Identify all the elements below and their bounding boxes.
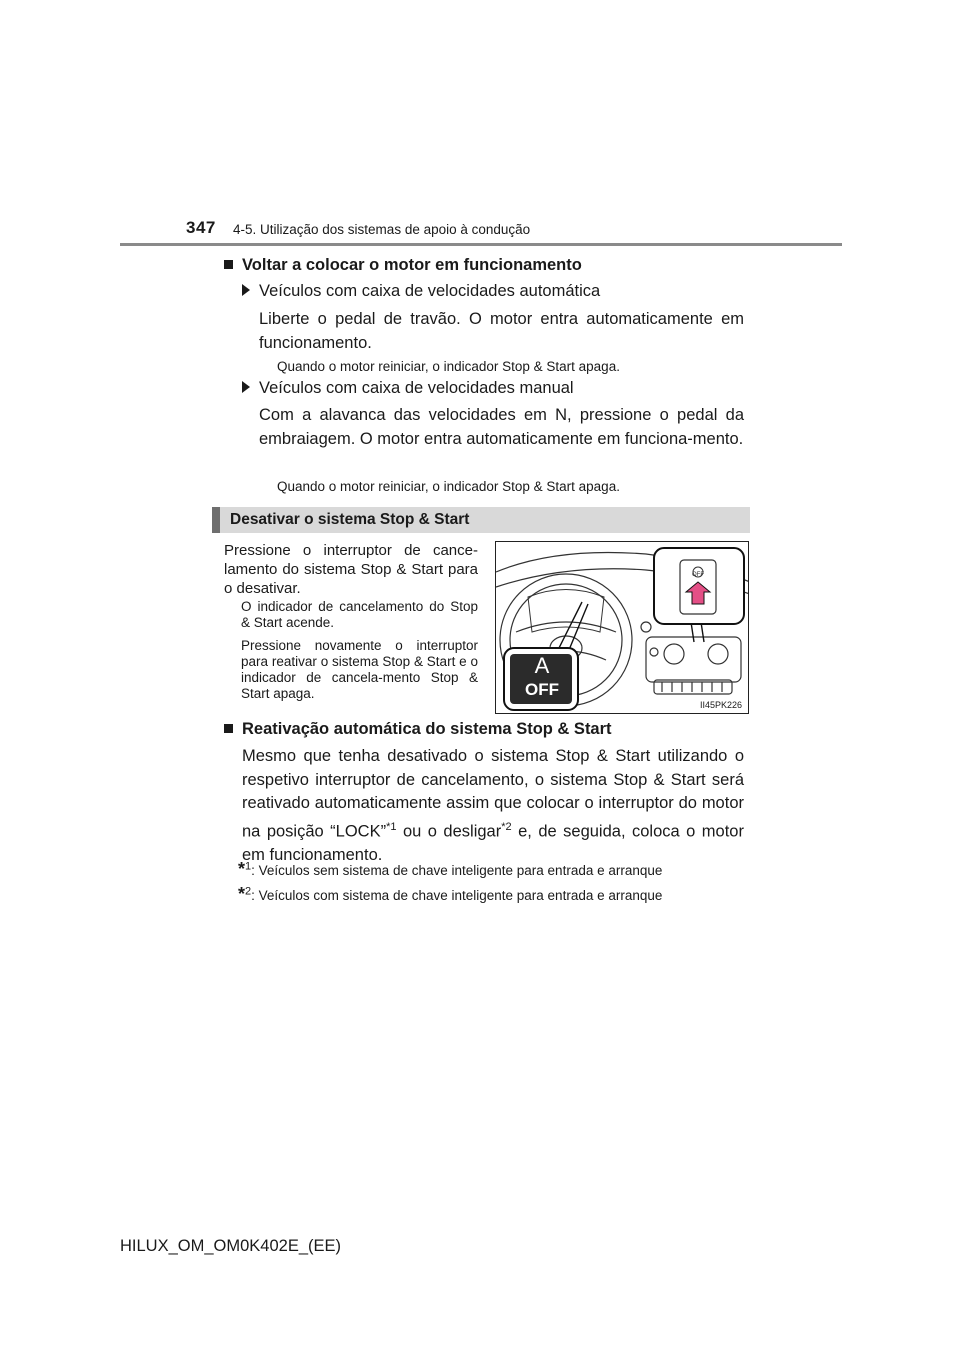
automatic-text: Liberte o pedal de travão. O motor entra automaticamente em funcionamento. [259,310,744,352]
manual-text: Com a alavanca das velocidades em N, pressione o pedal da embraiagem. O motor entra automaticamente em funciona-mento. [259,406,744,448]
disable-note-1: O indicador de cancelamento do Stop & Start acende. [241,599,478,630]
footnote-number: 2 [245,885,252,898]
footnote-ref-1: *1 [386,820,397,833]
document-code: HILUX_OM_OM0K402E_(EE) [120,1237,342,1255]
reactivation-text-c: e, de seguida, coloca o motor em funcionamento. [242,822,744,864]
reactivation-heading [224,720,612,739]
off-label: OFF [525,680,559,699]
switch-small-label: OFF [692,572,704,578]
triangle-bullet-icon [242,381,250,393]
square-bullet-icon [224,260,233,269]
footnote-2 [238,884,662,905]
a-off-glyph: A [534,653,550,678]
section-title: 4-5. Utilização dos sistemas de apoio à condução [233,222,531,237]
automatic-subheading [242,282,600,301]
automatic-note: Quando o motor reiniciar, o indicador Stop & Start apaga. [277,359,620,374]
section-banner [212,507,750,533]
footnote-ref-2: *2 [501,820,512,833]
restart-heading-text: Voltar a colocar o motor em funcionamento [242,256,582,274]
dashboard-illustration [495,541,749,714]
figure-code: II45PK226 [699,700,742,710]
automatic-title: Veículos com caixa de velocidades automática [259,282,601,300]
reactivation-text [242,745,744,867]
manual-subheading [242,379,574,398]
footnote-star: * [238,884,246,904]
header-rule [120,243,842,246]
banner-title: Desativar o sistema Stop & Start [230,511,470,528]
disable-note-2: Pressione novamente o interruptor para reativar o sistema Stop & Start e o indicador de cancela-mento Stop & Start apaga. [241,638,478,701]
page-number: 347 [186,218,216,237]
square-bullet-icon [224,724,233,733]
reactivation-text-a: Mesmo que tenha desativado o sistema Stop & Start utilizando o respetivo interruptor de cancelamento, o sistema Stop & Start será reativado automaticamente assim que colocar o interruptor do motor na posição “LOCK” [242,747,744,840]
footnote-1 [238,859,662,880]
restart-heading [224,256,582,275]
triangle-bullet-icon [242,284,250,296]
manual-title: Veículos com caixa de velocidades manual [259,379,574,397]
footnote-text: : Veículos sem sistema de chave inteligente para entrada e arranque [251,863,663,878]
disable-text: Pressione o interruptor de cance-lamento do sistema Stop & Start para o desativar. [224,542,478,597]
reactivation-text-b: ou o desligar [396,822,502,840]
manual-note: Quando o motor reiniciar, o indicador Stop & Start apaga. [277,479,620,494]
footnote-text: : Veículos com sistema de chave inteligente para entrada e arranque [251,888,663,903]
footnote-star: * [238,859,246,879]
footnote-number: 1 [245,860,252,873]
reactivation-heading-text: Reativação automática do sistema Stop & Start [242,720,612,738]
